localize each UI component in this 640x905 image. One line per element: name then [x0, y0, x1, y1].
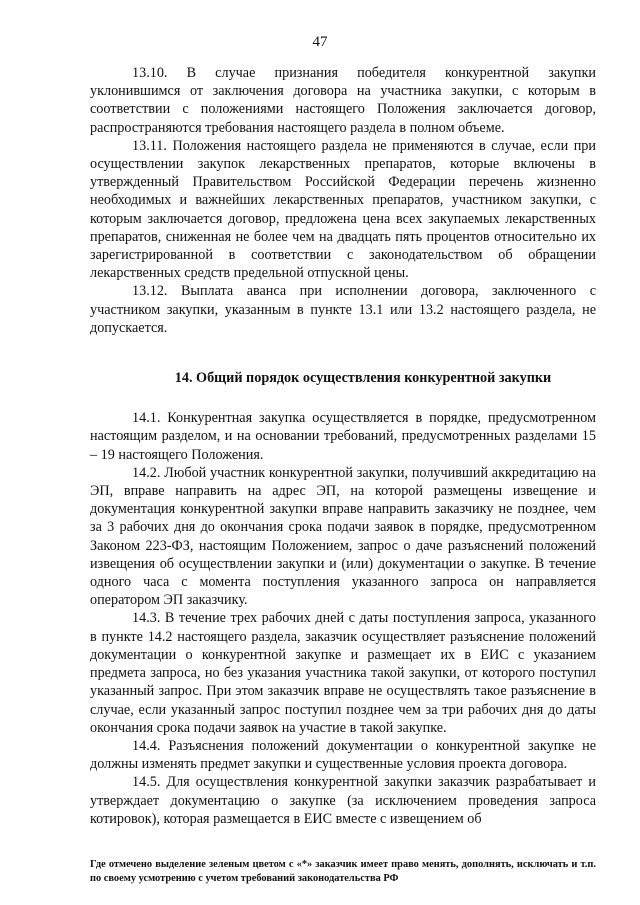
- footer-note: Где отмечено выделение зеленым цветом с «*» заказчик имеет право менять, дополнять, исключать и т.п. по своему усмотрению с учетом требований законодательства РФ: [90, 859, 596, 884]
- paragraph-13-12: 13.12. Выплата аванса при исполнении договора, заключенного с участником закупки, указанным в пункте 13.1 или 13.2 настоящего раздела, не допускается.: [90, 283, 596, 336]
- paragraph-14-2: 14.2. Любой участник конкурентной закупки, получивший аккредитацию на ЭП, вправе направить на адрес ЭП, на которой размещены извещение и документация конкурентной закупки вправе направить заказчику не позднее, чем за 3 рабочих дня до окончания срока подачи заявок в порядке, предусмотренном Законом 223-ФЗ, настоящим Положением, запрос о даче разъяснений положений извещения об осуществлении закупки и (или) документации о закупке. В течение одного часа с момента поступления указанного запроса он направляется оператором ЭП заказчику.: [90, 464, 596, 609]
- page-number: 47: [312, 34, 328, 50]
- paragraph-14-1: 14.1. Конкурентная закупка осуществляется в порядке, предусмотренном настоящим разделом, и на основании требований, предусмотренных разделами 15 – 19 настоящего Положения.: [90, 410, 596, 463]
- paragraph-13-10: 13.10. В случае признания победителя конкурентной закупки уклонившимся от заключения договора на участника закупки, с которым в соответствии с положениями настоящего Положения заключается договор, распространяются требования настоящего раздела в полном объеме.: [90, 65, 596, 136]
- paragraph-13-11: 13.11. Положения настоящего раздела не применяются в случае, если при осуществлении закупок лекарственных препаратов, которые включены в утвержденный Правительством Российской Федерации перечень жизненно необходимых и важнейших лекарственных препаратов, участником закупки, с которым заключается договор, предложена цена всех закупаемых лекарственных препаратов, сниженная не более чем на двадцать пять процентов относительно их зарегистрированной в соответствии с законодательством об обращении лекарственных средств предельной отпускной цены.: [90, 137, 596, 282]
- paragraph-14-4: 14.4. Разъяснения положений документации о конкурентной закупке не должны изменять предмет закупки и существенные условия проекта договора.: [90, 737, 596, 773]
- paragraph-14-5: 14.5. Для осуществления конкурентной закупки заказчик разрабатывает и утверждает документацию о закупке (за исключением проведения запроса котировок), которая размещается в ЕИС вместе с извещением об: [90, 774, 596, 827]
- document-body: [90, 64, 596, 828]
- paragraph-14-3: 14.3. В течение трех рабочих дней с даты поступления запроса, указанного в пункте 14.2 настоящего раздела, заказчик осуществляет разъяснение положений документации о конкурентной закупке и размещает их в ЕИС с указанием предмета запроса, но без указания участника такой закупки, от которого поступил указанный запрос. При этом заказчик вправе не осуществлять такое разъяснение в случае, если указанный запрос поступил позднее чем за три рабочих дня до даты окончания срока подачи заявок на участие в такой закупке.: [90, 610, 596, 736]
- section-heading: 14. Общий порядок осуществления конкурентной закупки: [174, 370, 552, 387]
